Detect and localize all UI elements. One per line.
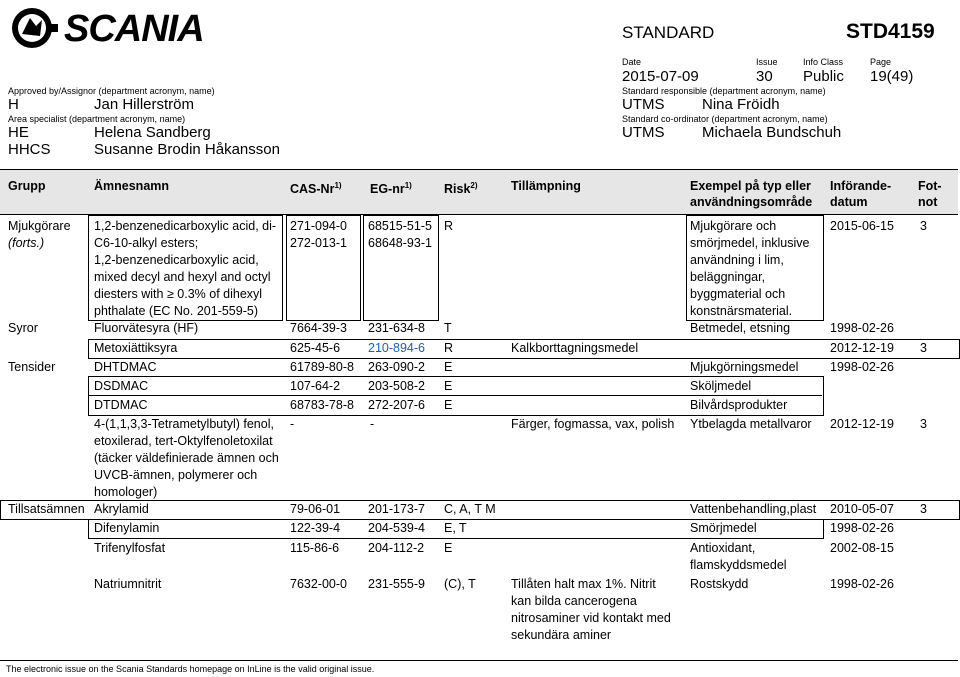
th-cas: CAS-Nr$^{1)}$ [290,181,342,197]
r9-example: Smörjmedel [690,521,757,535]
area-label: Area specialist (department acronym, name) [8,114,186,124]
r4-cas: 61789-80-8 [290,360,354,374]
r11-cas: 7632-00-0 [290,577,347,591]
r11-date: 1998-02-26 [830,577,894,591]
r1-cas: 271-094-0 272-013-1 [290,219,347,250]
r7-foot: 3 [920,417,927,431]
r3-name: Metoxiättiksyra [94,341,178,355]
info-class-label: Info Class [803,57,844,67]
doc-number: STD4159 [846,20,935,43]
r6-example: Bilvårdsprodukter [690,398,788,412]
area2-name: Susanne Brodin Håkansson [94,141,280,158]
r4-risk: E [444,360,453,374]
th-eg: $EG-nr^{1)}$ [370,181,412,197]
r6-risk: E [444,398,453,412]
r1-eg: 68515-51-5 68648-93-1 [368,219,432,250]
r1-group: Mjukgörare (forts.) [8,219,71,250]
r8-example: Vattenbehandling,plast [690,502,817,516]
r5-name: DSDMAC [94,379,149,393]
r6-name: DTDMAC [94,398,148,412]
r5-example: Sköljmedel [690,379,752,393]
coord-label: Standard co-ordinator (department acronym, name) [622,114,828,124]
table-header [0,169,958,215]
r5-eg: 203-508-2 [368,379,425,393]
r11-example: Rostskydd [690,577,749,591]
r8-group: Tillsatsämnen [8,502,85,516]
r7-example: Ytbelagda metallvaror [690,417,812,431]
r4-name: DHTDMAC [94,360,157,374]
r11-eg: 231-555-9 [368,577,425,591]
r8-cas: 79-06-01 [290,502,341,516]
r6-cas: 68783-78-8 [290,398,354,412]
r8-foot: 3 [920,502,927,516]
r9-eg: 204-539-4 [368,521,425,535]
r2-cas: 7664-39-3 [290,321,347,335]
r4-group: Tensider [8,360,56,374]
std-resp-label: Standard responsible (department acronym, name) [622,86,826,96]
r2-date: 1998-02-26 [830,321,894,335]
r8-eg: 201-173-7 [368,502,425,516]
r4-example: Mjukgörningsmedel [690,360,799,374]
th-group: Grupp [8,179,46,193]
r11-name: Natriumnitrit [94,577,162,591]
r11-application: Tillåten halt max 1%. Nitrit kan bilda cancerogena nitrosaminer vid kontakt med sekundära aminer [511,577,671,642]
coord-dept: UTMS [622,124,665,141]
issue-label: Issue [756,57,778,67]
r7-cas: - [290,417,295,431]
th-risk: Risk$^{2)}$ [444,181,478,197]
r5-risk: E [444,379,453,393]
r1-risk: R [444,219,454,233]
r7-name: 4-(1,1,3,3-Tetrametylbutyl) fenol, etoxilerad, tert-Oktylfenoletoxilat (täcker väldefinierade ämnen och UVCB-ämnen, polymerer och homologer) [94,417,279,499]
area2-dept: HHCS [8,141,51,158]
r2-example: Betmedel, etsning [690,321,791,335]
r9-name: Difenylamin [94,521,160,535]
r11-risk: (C), T [444,577,476,591]
r4-eg: 263-090-2 [368,360,425,374]
r2-group: Syror [8,321,38,335]
r9-date: 1998-02-26 [830,521,894,535]
r10-example: Antioxidant, flamskyddsmedel [690,541,787,572]
r2-risk: T [444,321,452,335]
r3-foot: 3 [920,341,927,355]
r5-cas: 107-64-2 [290,379,341,393]
r3-eg: 210-894-6 [368,341,425,355]
r8-date: 2010-05-07 [830,502,894,516]
logo-wordmark: SCANIA [64,8,204,50]
th-substance: Ämnesnamn [94,179,170,193]
r4-date: 1998-02-26 [830,360,894,374]
griffin-emblem-icon [8,6,60,50]
r3-date: 2012-12-19 [830,341,894,355]
std-resp-name: Nina Fröidh [702,96,780,113]
th-application: Tillämpning [511,179,581,193]
r9-risk: E, T [444,521,467,535]
r10-cas: 115-86-6 [290,541,340,555]
r7-eg: - [370,417,375,431]
scania-logo [8,6,208,50]
doc-page: 19(49) [870,68,914,85]
doc-issue: 30 [756,68,773,85]
doc-date: 2015-07-09 [622,68,699,85]
footer-note: The electronic issue on the Scania Standards homepage on InLine is the valid original issue. [6,664,375,674]
approved-dept: H [8,96,19,113]
r10-eg: 204-112-2 [368,541,425,555]
r8-name: Akrylamid [94,502,149,516]
r7-date: 2012-12-19 [830,417,894,431]
approved-name: Jan Hillerström [94,96,195,113]
std-resp-dept: UTMS [622,96,665,113]
coord-name: Michaela Bundschuh [702,124,842,141]
doc-info-class: Public [803,68,844,85]
th-footnote: Fot- not [918,179,942,209]
r1-name: 1,2-benzenedicarboxylic acid, di- C6-10-alkyl esters; 1,2-benzenedicarboxylic acid, mixed decyl and hexyl and octyl diesters with ≥ 0.3% of dihexyl phthalate (EC No. 201-559-5) [94,219,277,318]
r5-r6-divider [88,395,822,396]
r6-eg: 272-207-6 [368,398,425,412]
r2-eg: 231-634-8 [368,321,425,335]
r1-example: Mjukgörare och smörjmedel, inklusive användning i lim, beläggningar, byggmaterial och konstnärsmaterial. [690,219,810,318]
approved-label: Approved by/Assignor (department acronym, name) [8,86,215,96]
area1-dept: HE [8,124,29,141]
standard-label: STANDARD [622,23,715,42]
r3-application: Kalkborttagningsmedel [511,341,639,355]
th-intro-date: Införande- datum [830,179,892,209]
r3-cas: 625-45-6 [290,341,341,355]
r2-name: Fluorvätesyra (HF) [94,321,199,335]
r10-risk: E [444,541,453,555]
page-label: Page [870,57,892,67]
footer-rule [0,660,958,661]
r10-date: 2002-08-15 [830,541,894,555]
r10-name: Trifenylfosfat [94,541,166,555]
r1-foot: 3 [920,219,927,233]
r7-application: Färger, fogmassa, vax, polish [511,417,675,431]
r1-date: 2015-06-15 [830,219,894,233]
date-label: Date [622,57,642,67]
r8-risk: C, A, T M [444,502,496,516]
th-example: Exempel på typ eller användningsområde [690,179,813,209]
area1-name: Helena Sandberg [94,124,211,141]
r9-cas: 122-39-4 [290,521,341,535]
r3-risk: R [444,341,454,355]
